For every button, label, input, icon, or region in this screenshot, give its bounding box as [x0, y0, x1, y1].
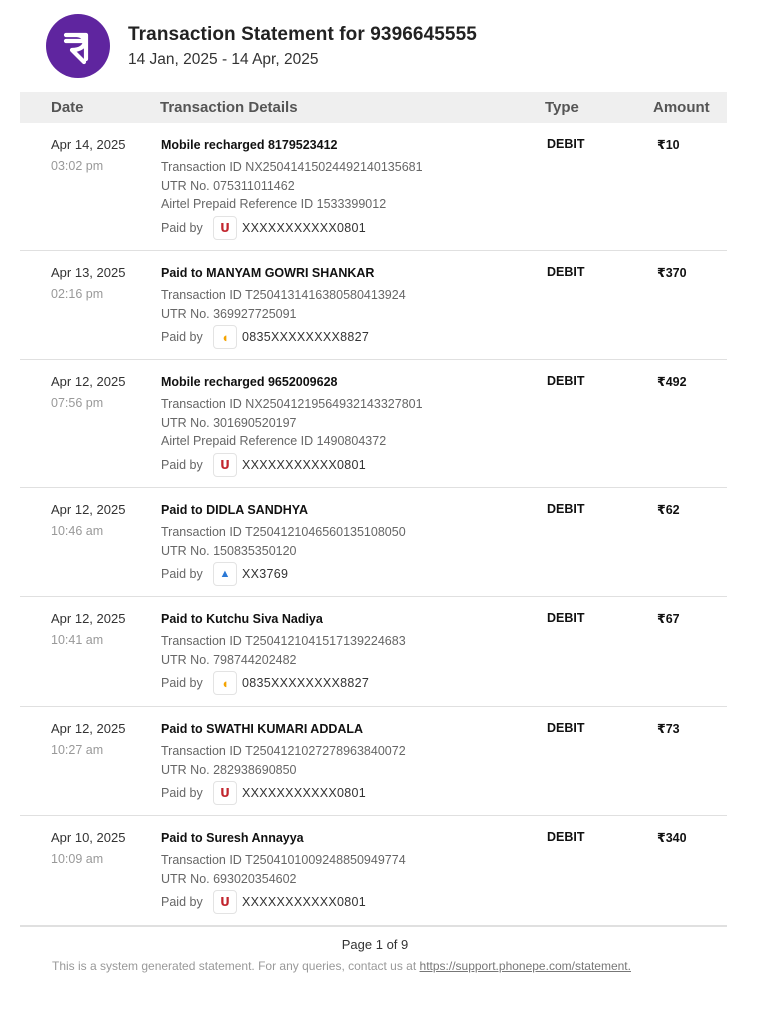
transaction-time: 10:46 am	[51, 524, 104, 538]
account-number: XX3769	[242, 567, 289, 581]
transaction-type: DEBIT	[547, 611, 585, 625]
transaction-time: 10:09 am	[51, 852, 104, 866]
table-row	[20, 488, 727, 597]
paid-by	[161, 781, 531, 805]
paid-by-label: Paid by	[161, 895, 203, 909]
transaction-detail-line: Transaction ID NX25041219564932143327801	[161, 397, 423, 411]
union-bank-icon: ᑌ	[213, 216, 237, 240]
transaction-time: 03:02 pm	[51, 159, 104, 173]
account-number: XXXXXXXXXXX0801	[242, 457, 367, 472]
transaction-details	[161, 374, 531, 477]
page-title: Transaction Statement for 9396645555	[128, 23, 477, 45]
transaction-type: DEBIT	[547, 374, 585, 388]
account-number: 0835XXXXXXXX8827	[242, 330, 370, 344]
paid-by	[161, 216, 531, 240]
table-row	[20, 707, 727, 816]
account-number: XXXXXXXXXXX0801	[242, 786, 367, 800]
paid-by-label: Paid by	[161, 220, 203, 235]
transaction-date: Apr 13, 2025	[51, 265, 126, 280]
transaction-amount: ₹67	[657, 612, 680, 626]
union-bank-icon: ᑌ	[213, 453, 237, 477]
transaction-amount: ₹10	[657, 138, 680, 152]
transaction-amount: ₹73	[657, 722, 680, 736]
column-header-type: Type	[545, 99, 579, 116]
transaction-type: DEBIT	[547, 502, 585, 516]
transaction-detail-line: UTR No. 369927725091	[161, 306, 297, 321]
paid-by	[161, 671, 531, 695]
transaction-type: DEBIT	[547, 721, 585, 735]
transaction-title: Mobile recharged 9652009628	[161, 375, 338, 389]
transaction-details	[161, 830, 531, 914]
column-header-details: Transaction Details	[160, 99, 298, 116]
union-bank-icon: ᑌ	[213, 781, 237, 805]
transaction-detail-line: Transaction ID T2504121027278963840072	[161, 744, 406, 758]
transaction-details	[161, 721, 531, 805]
transaction-date: Apr 12, 2025	[51, 721, 126, 736]
column-header-date: Date	[51, 99, 84, 116]
transaction-title: Paid to MANYAM GOWRI SHANKAR	[161, 266, 375, 280]
paid-by	[161, 325, 531, 349]
transaction-detail-line: Transaction ID NX25041415024492140135681	[161, 160, 423, 174]
transaction-time: 10:41 am	[51, 633, 104, 647]
transaction-detail-line: Transaction ID T2504121046560135108050	[161, 525, 406, 539]
transaction-type: DEBIT	[547, 137, 585, 151]
table-header	[20, 92, 727, 123]
transaction-amount: ₹62	[657, 503, 680, 517]
transaction-type: DEBIT	[547, 830, 585, 844]
transaction-detail-line: UTR No. 150835350120	[161, 543, 297, 558]
transaction-amount: ₹340	[657, 831, 687, 845]
phonepe-logo-icon	[46, 14, 110, 78]
pnb-bank-icon: ◖	[213, 671, 237, 695]
transaction-detail-line: Airtel Prepaid Reference ID 1490804372	[161, 434, 387, 448]
paid-by	[161, 890, 531, 914]
page-number: Page 1 of 9	[341, 937, 409, 952]
statement-period: 14 Jan, 2025 - 14 Apr, 2025	[128, 50, 319, 68]
union-bank-icon: ᑌ	[213, 890, 237, 914]
transaction-time: 02:16 pm	[51, 287, 104, 301]
transaction-details	[161, 265, 531, 349]
transaction-detail-line: UTR No. 075311011462	[161, 178, 295, 193]
paid-by-label: Paid by	[161, 330, 203, 344]
transaction-detail-line: UTR No. 798744202482	[161, 652, 297, 667]
transaction-time: 07:56 pm	[51, 396, 104, 410]
table-row	[20, 597, 727, 707]
transaction-detail-line: Transaction ID T2504131416380580413924	[161, 288, 406, 302]
account-number: XXXXXXXXXXX0801	[242, 220, 367, 235]
transaction-detail-line: UTR No. 282938690850	[161, 762, 297, 777]
transaction-title: Paid to Suresh Annayya	[161, 831, 304, 845]
transaction-date: Apr 12, 2025	[51, 611, 126, 626]
transaction-detail-line: Transaction ID T2504101009248850949774	[161, 853, 406, 867]
transaction-date: Apr 14, 2025	[51, 137, 126, 152]
transaction-details	[161, 502, 531, 586]
transaction-detail-line: Transaction ID T2504121041517139224683	[161, 634, 406, 648]
statement-header	[46, 14, 477, 78]
table-row	[20, 360, 727, 488]
transaction-title: Paid to DIDLA SANDHYA	[161, 503, 309, 517]
transaction-date: Apr 12, 2025	[51, 374, 126, 389]
transaction-detail-line: UTR No. 301690520197	[161, 415, 297, 430]
pnb-bank-icon: ◖	[213, 325, 237, 349]
table-row	[20, 123, 727, 251]
table-row	[20, 251, 727, 360]
footer-note	[52, 959, 631, 973]
account-number: 0835XXXXXXXX8827	[242, 676, 370, 690]
transaction-title: Mobile recharged 8179523412	[161, 138, 338, 152]
transaction-details	[161, 137, 531, 240]
table-row	[20, 816, 727, 926]
transaction-amount: ₹492	[657, 375, 687, 389]
triangle-bank-icon: ▲	[213, 562, 237, 586]
transaction-date: Apr 10, 2025	[51, 830, 126, 845]
transaction-date: Apr 12, 2025	[51, 502, 126, 517]
footer-note-text: This is a system generated statement. For any queries, contact us at	[52, 959, 420, 973]
paid-by	[161, 562, 531, 586]
support-link[interactable]: https://support.phonepe.com/statement.	[419, 959, 631, 973]
paid-by-label: Paid by	[161, 567, 203, 581]
paid-by-label: Paid by	[161, 786, 203, 800]
paid-by-label: Paid by	[161, 457, 203, 472]
transaction-amount: ₹370	[657, 266, 687, 280]
paid-by	[161, 453, 531, 477]
account-number: XXXXXXXXXXX0801	[242, 895, 367, 909]
paid-by-label: Paid by	[161, 676, 203, 690]
transaction-type: DEBIT	[547, 265, 585, 279]
transaction-detail-line: Airtel Prepaid Reference ID 1533399012	[161, 197, 387, 211]
transaction-details	[161, 611, 531, 695]
transaction-time: 10:27 am	[51, 743, 104, 757]
footer-divider	[20, 926, 727, 927]
transaction-title: Paid to Kutchu Siva Nadiya	[161, 612, 323, 626]
transaction-detail-line: UTR No. 693020354602	[161, 871, 297, 886]
transaction-title: Paid to SWATHI KUMARI ADDALA	[161, 722, 364, 736]
column-header-amount: Amount	[653, 99, 710, 116]
